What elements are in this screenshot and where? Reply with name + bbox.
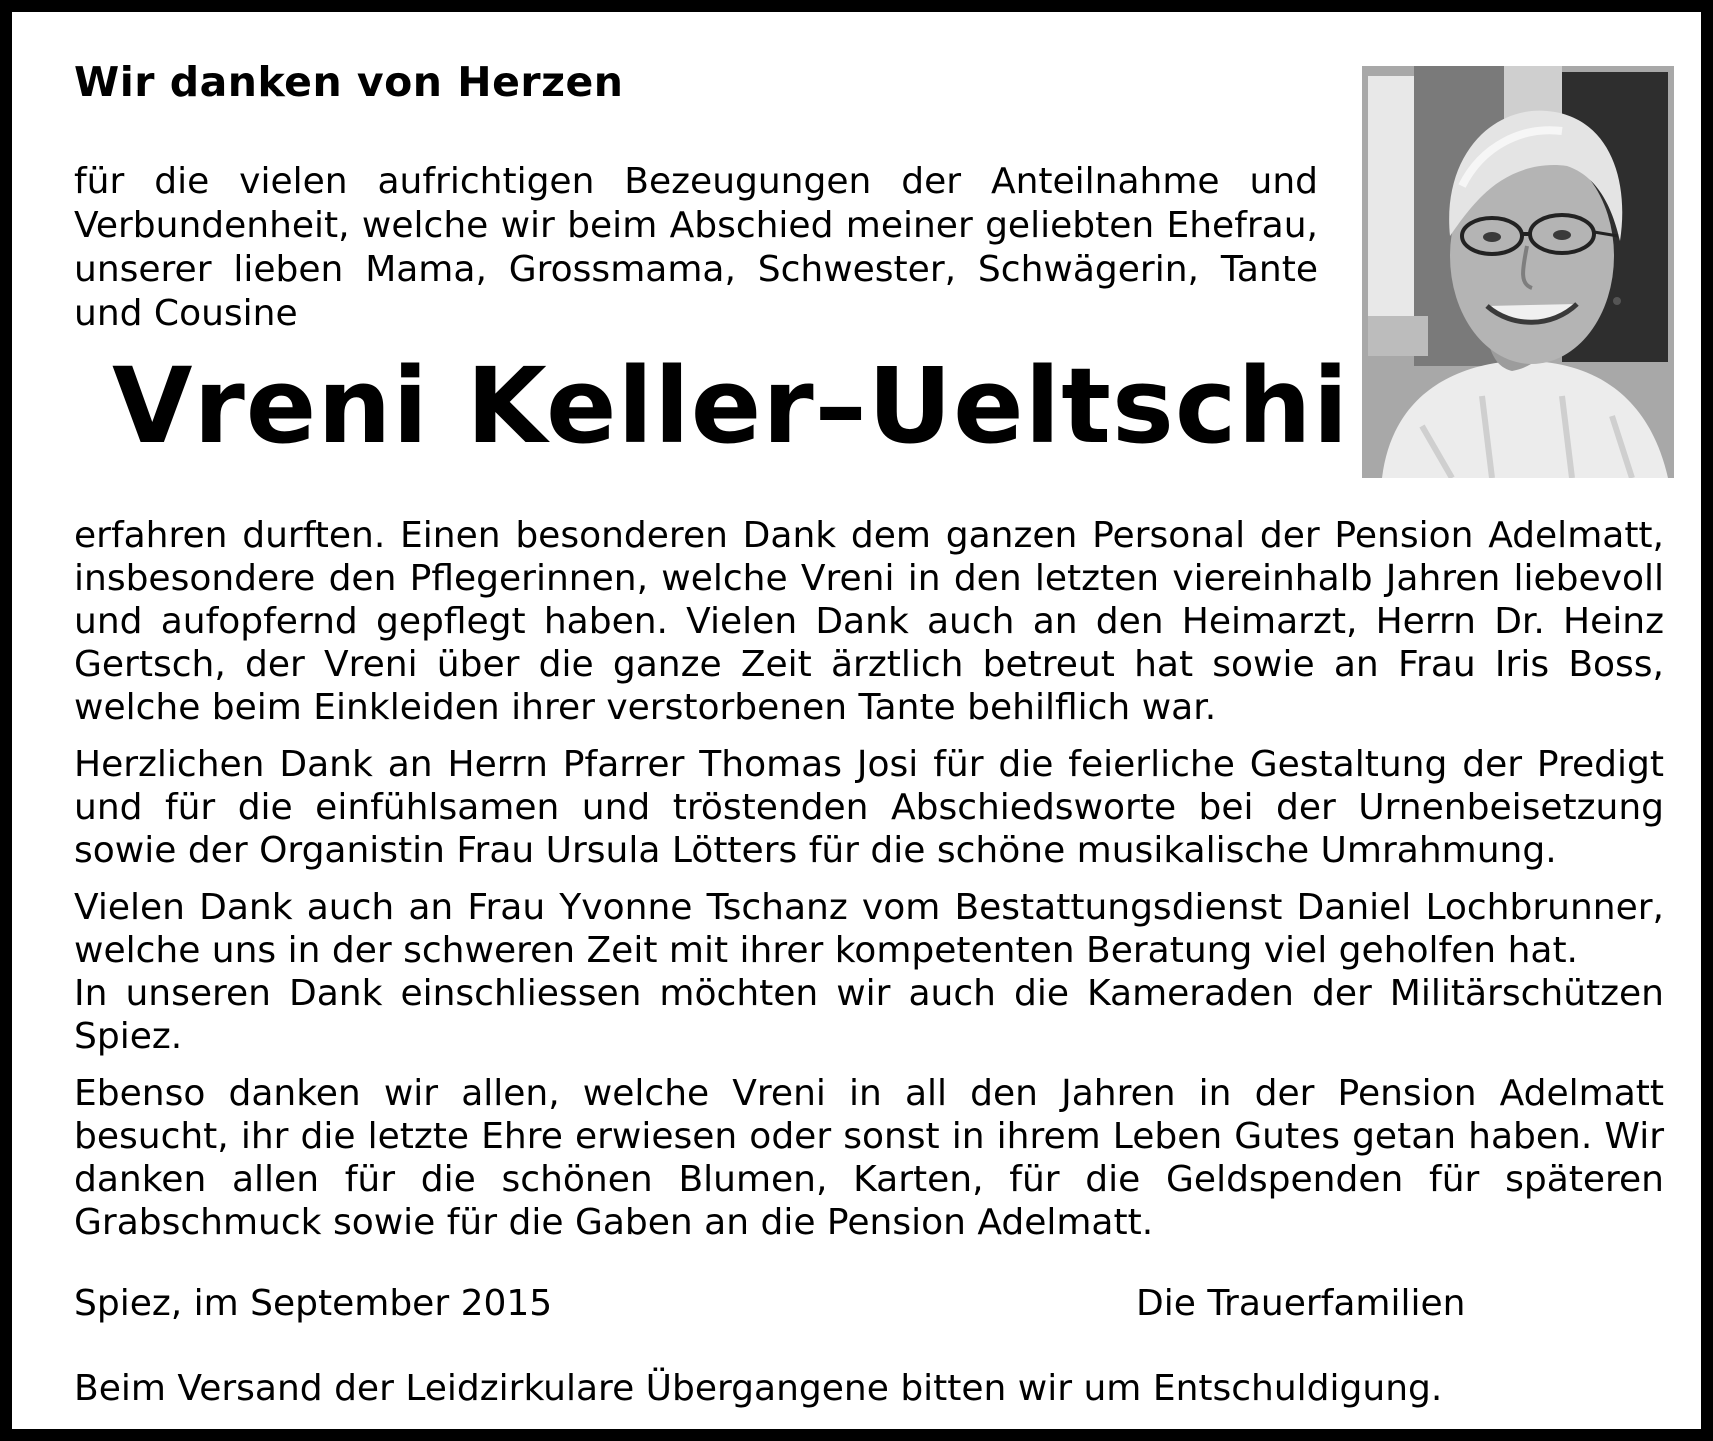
thanks-paragraph: erfahren durften. Einen besonderen Dank dem ganzen Personal der Pension Adelmatt, insbesondere den Pflegerinnen, welche Vreni in den letzten viereinhalb Jahren liebevoll und aufopfernd gepflegt haben. Vielen Dank auch an den Heimarzt, Herrn Dr. Heinz Gertsch, der Vreni über die ganze Zeit ärztlich betreut hat sowie an Frau Iris Boss, welche beim Einkleiden ihrer verstorbenen Tante behilflich war.	[74, 515, 1664, 728]
thanks-paragraph: Herzlichen Dank an Herrn Pfarrer Thomas Josi für die feierliche Gestaltung der Predigt und für die einfühlsamen und tröstenden Abschiedsworte bei der Urnenbeisetzung sowie der Organistin Frau Ursula Lötters für die schöne musikalische Umrahmung.	[74, 744, 1664, 871]
portrait-photo	[1362, 66, 1674, 478]
intro-paragraph: für die vielen aufrichtigen Bezeugungen der Anteilnahme und Verbundenheit, welche wir beim Abschied meiner geliebten Ehefrau, unserer lieben Mama, Grossmama, Schwester, Schwägerin, Tante und Cousine	[74, 161, 1318, 334]
thanks-paragraph: Vielen Dank auch an Frau Yvonne Tschanz vom Bestattungsdienst Daniel Lochbrunner, welche uns in der schweren Zeit mit ihrer kompetenten Beratung viel geholfen hat.	[74, 887, 1664, 971]
thanks-paragraph: In unseren Dank einschliessen möchten wir auch die Kameraden der Militärschützen Spiez.	[74, 973, 1664, 1057]
portrait-illustration	[1362, 66, 1674, 478]
deceased-name: Vreni Keller–Ueltschi	[112, 345, 1350, 467]
thanks-body	[74, 514, 1664, 1258]
notice-heading: Wir danken von Herzen	[74, 58, 624, 106]
signature: Die Trauerfamilien	[1136, 1283, 1466, 1324]
place-and-date: Spiez, im September 2015	[74, 1283, 553, 1324]
thanks-paragraph: Ebenso danken wir allen, welche Vreni in all den Jahren in der Pension Adelmatt besucht, ihr die letzte Ehre erwiesen oder sonst in ihrem Leben Gutes getan haben. Wir danken allen für die schönen Blumen, Karten, für die Geldspenden für späteren Grabschmuck sowie für die Gaben an die Pension Adelmatt.	[74, 1073, 1664, 1243]
apology-note: Beim Versand der Leidzirkulare Übergangene bitten wir um Entschuldigung.	[74, 1368, 1443, 1409]
